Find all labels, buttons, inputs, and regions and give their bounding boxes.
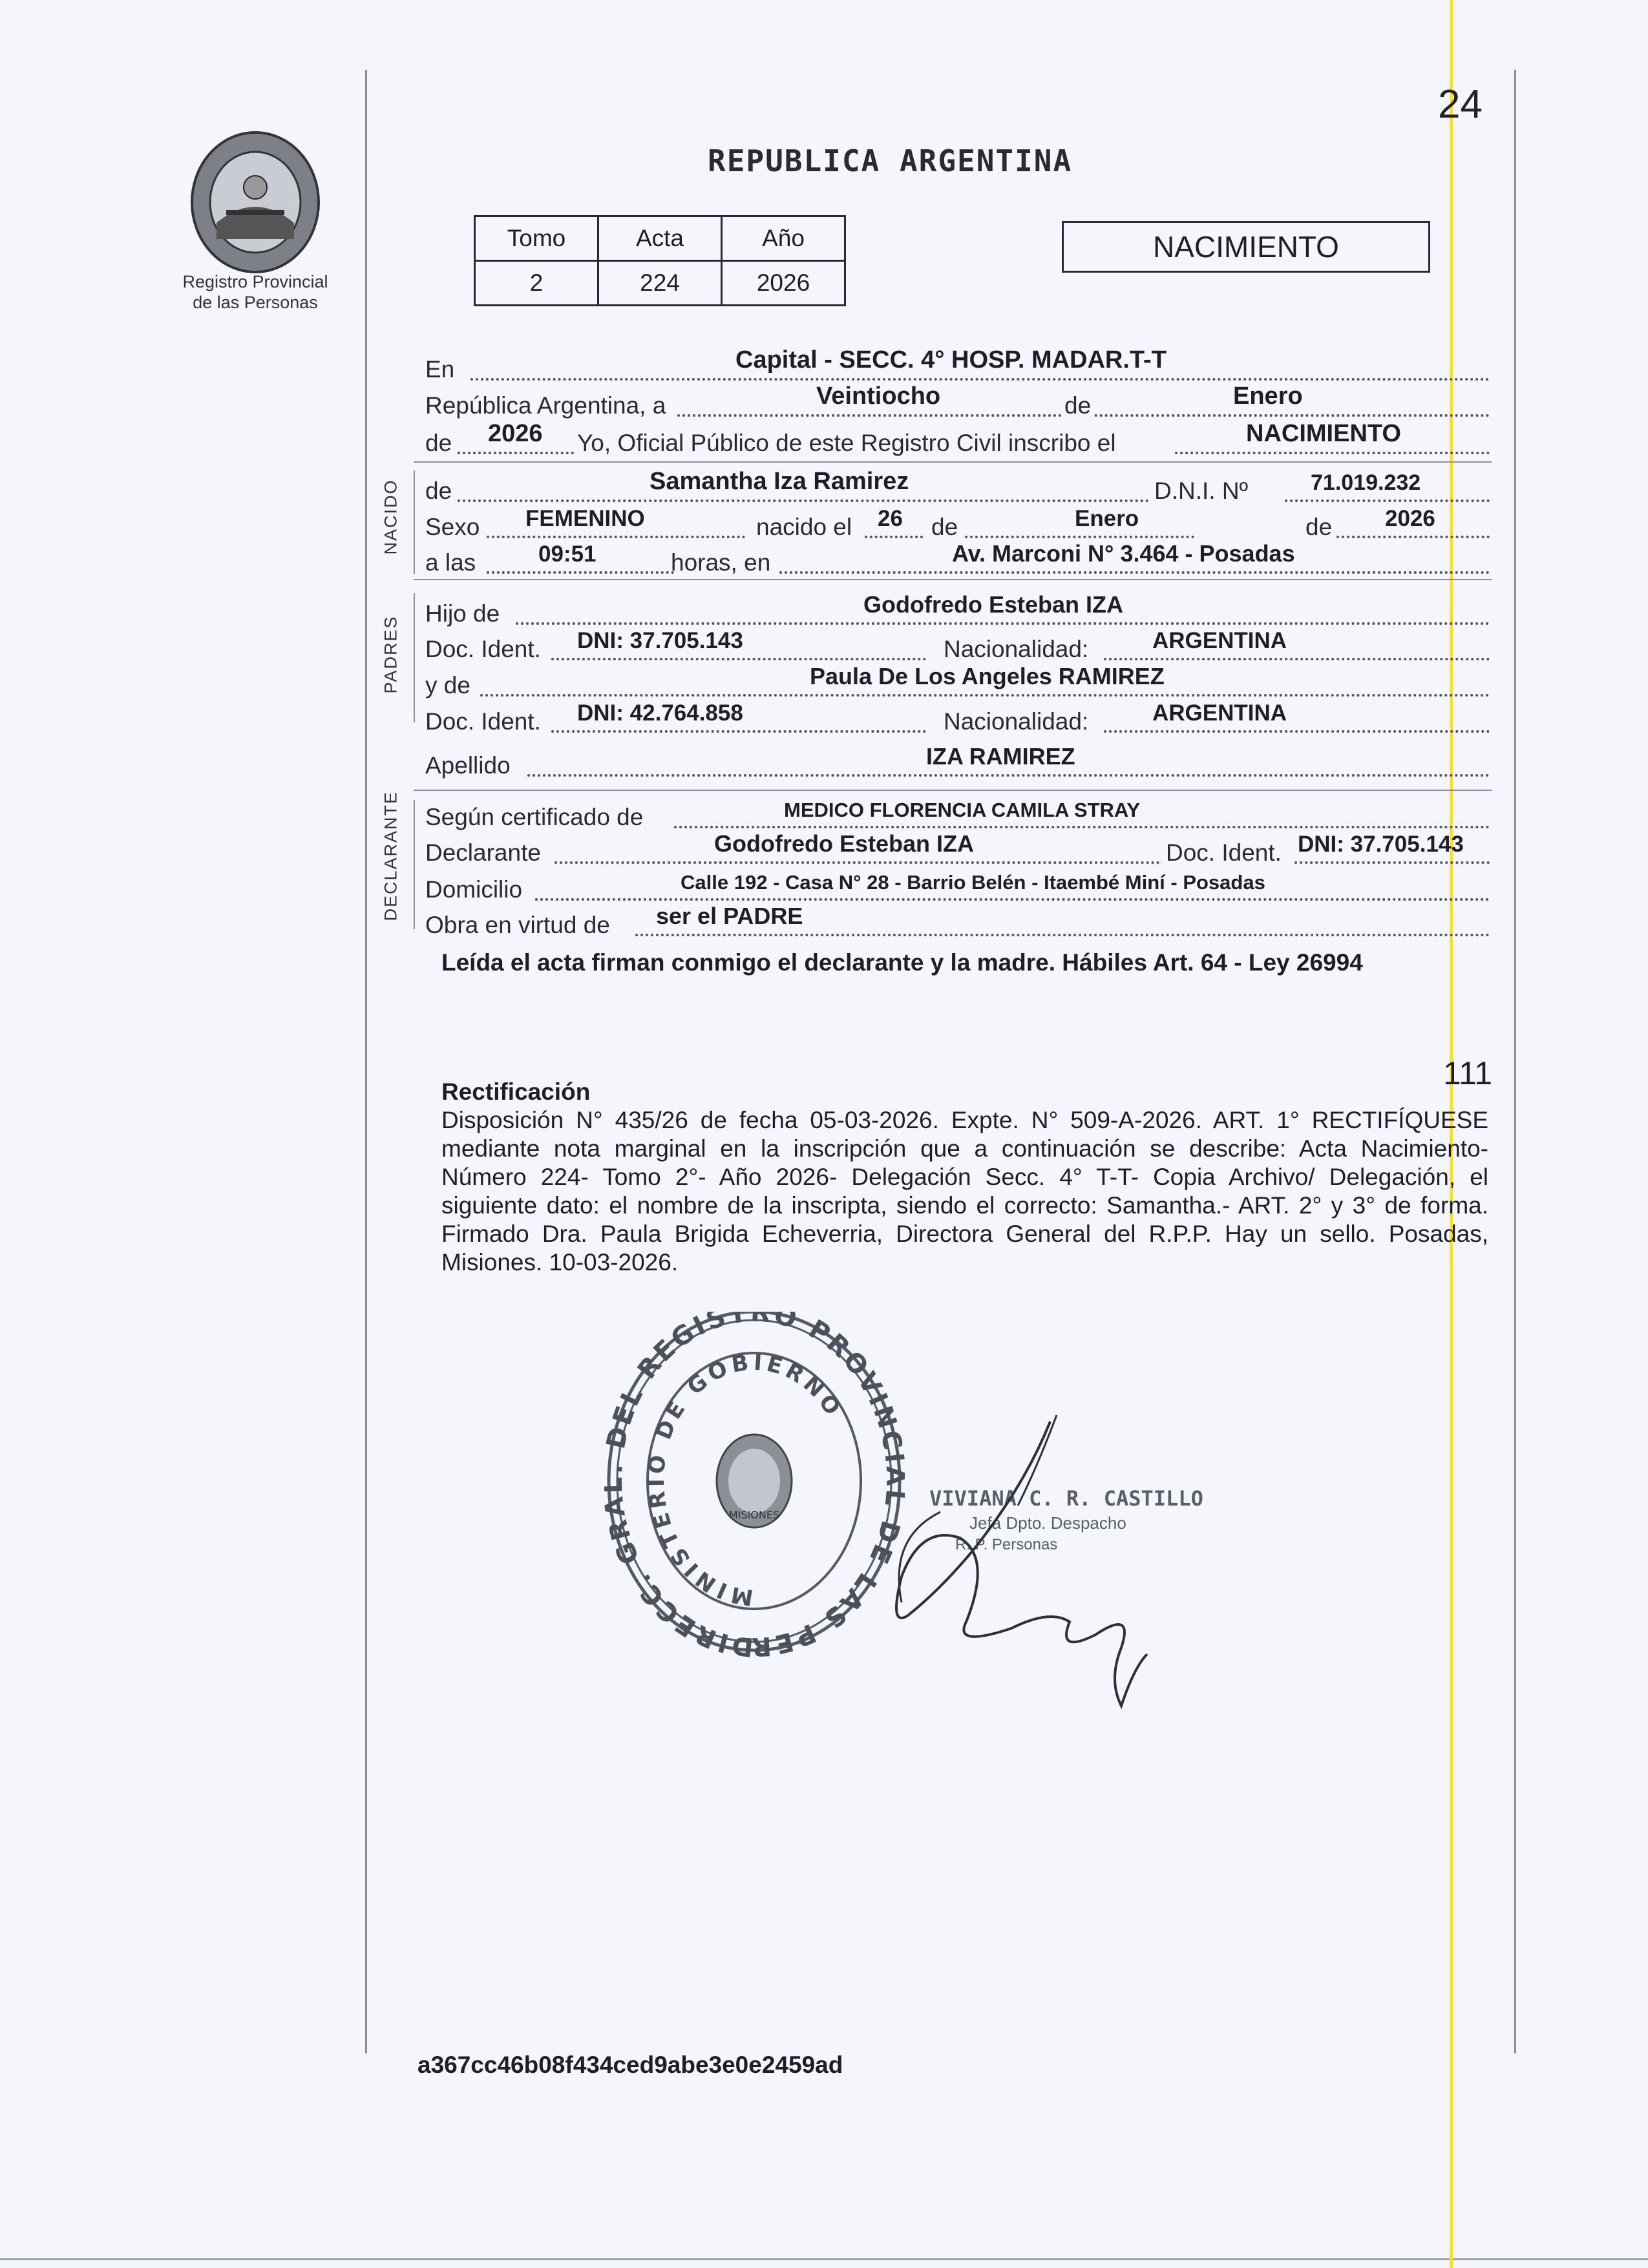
document-title: REPUBLICA ARGENTINA — [708, 143, 1073, 178]
left-margin-line — [365, 70, 367, 2053]
value-lugar-nacimiento: Av. Marconi N° 3.464 - Posadas — [952, 540, 1295, 567]
label-apellido: Apellido — [425, 752, 511, 779]
label-republica: República Argentina, a — [425, 392, 666, 419]
table-value-row — [475, 261, 845, 306]
record-type-box: NACIMIENTO — [1062, 221, 1430, 273]
value-madre-doc: DNI: 42.764.858 — [577, 700, 743, 726]
declarante-bracket — [414, 800, 415, 929]
handwritten-signature — [863, 1409, 1225, 1719]
dotted-line — [1104, 658, 1490, 660]
value-mes-inscripcion: Enero — [1233, 383, 1303, 410]
seal-center-text: MISIONES — [728, 1509, 780, 1521]
row-padre-doc — [425, 628, 1490, 664]
dotted-line — [470, 378, 1490, 381]
label-a-las: a las — [425, 549, 476, 576]
rectificacion-title: Rectificación — [441, 1078, 591, 1105]
value-dni-nacido: 71.019.232 — [1311, 470, 1421, 495]
label-anio-de: de — [425, 430, 452, 456]
label-de: de — [931, 514, 958, 540]
label-dni: D.N.I. Nº — [1154, 478, 1249, 504]
official-seal — [604, 1312, 905, 1661]
table-header-cell: Tomo — [475, 216, 598, 261]
table-value-cell: 2 — [475, 261, 598, 306]
province-logo — [187, 126, 323, 275]
value-mes-nacimiento: Enero — [1075, 506, 1139, 531]
label-nacido-el: nacido el — [756, 514, 852, 540]
logo-caption — [158, 271, 352, 313]
dotted-line — [458, 452, 574, 454]
dotted-line — [965, 536, 1194, 538]
dotted-line — [458, 499, 1149, 502]
rectificacion-body: Disposición N° 435/26 de fecha 05-03-2026. Expte. N° 509-A-2026. ART. 1° RECTIFÍQUESE mediante nota marginal en la inscripción que a continuación se describe: Acta Nacimiento- Número 224- Tomo 2°- Año 2026- Delegación Secc. 4° T-T- Copia Archivo/ Delegación, el siguiente dato: el nombre de la inscripta, siendo el correcto: Samantha.- ART. 2° y 3° de forma. Firmado Dra. Paula Brigida Echeverria, Directora General del R.P.P. Hay un sello. Posadas, Misiones. 10-03-2026. — [441, 1107, 1488, 1276]
row-republica — [425, 383, 1490, 421]
value-apellido: IZA RAMIREZ — [926, 743, 1075, 770]
dotted-line — [1175, 452, 1490, 454]
value-padre: Godofredo Esteban IZA — [863, 591, 1124, 618]
dotted-line — [1285, 499, 1490, 502]
table-value-cell: 2026 — [722, 261, 845, 306]
dotted-line — [551, 658, 926, 660]
row-declarante — [425, 830, 1490, 868]
value-dia-nacimiento: 26 — [878, 506, 903, 531]
dotted-line — [480, 694, 1490, 697]
label-nacionalidad: Nacionalidad: — [944, 636, 1089, 662]
right-margin-line — [1514, 70, 1516, 2053]
side-label-padres: PADRES — [381, 615, 401, 694]
page-number: 24 — [1438, 82, 1483, 127]
label-de: de — [1305, 514, 1333, 540]
row-nacido-sexo — [425, 506, 1490, 542]
separator-line — [414, 790, 1492, 791]
label-nacionalidad: Nacionalidad: — [944, 708, 1089, 735]
dotted-line — [1336, 536, 1490, 538]
stamp-name: VIVIANA C. R. CASTILLO — [929, 1486, 1203, 1511]
dotted-line — [865, 536, 923, 538]
value-padre-nacionalidad: ARGENTINA — [1152, 628, 1287, 653]
label-y-de: y de — [425, 672, 470, 698]
row-anio-oficial — [425, 420, 1490, 458]
stamp-role: Jefa Dpto. Despacho — [969, 1513, 1126, 1533]
value-sexo: FEMENINO — [525, 506, 645, 531]
label-sexo: Sexo — [425, 514, 480, 540]
value-lugar-inscripcion: Capital - SECC. 4° HOSP. MADAR.T-T — [735, 346, 1167, 373]
label-doc-ident: Doc. Ident. — [1162, 839, 1285, 866]
label-domicilio: Domicilio — [425, 876, 523, 903]
dotted-line — [487, 571, 674, 574]
stamp-office: R. P. Personas — [955, 1536, 1058, 1553]
dotted-line — [779, 571, 1490, 574]
side-label-nacido: NACIDO — [381, 479, 401, 555]
label-declarante: Declarante — [425, 839, 541, 866]
row-apellido — [425, 743, 1490, 781]
nacido-bracket — [414, 470, 415, 574]
label-segun-certificado: Según certificado de — [425, 804, 644, 830]
dotted-line — [527, 774, 1490, 777]
dotted-line — [516, 622, 1490, 625]
logo-caption-line2: de las Personas — [193, 293, 318, 312]
row-obra — [425, 903, 1490, 940]
value-declarante-doc: DNI: 37.705.143 — [1298, 832, 1464, 857]
value-dia-inscripcion: Veintiocho — [816, 383, 941, 410]
row-en — [425, 346, 1490, 384]
dotted-line — [551, 730, 926, 733]
value-declarante: Godofredo Esteban IZA — [714, 830, 975, 857]
rectificacion-number: 111 — [1443, 1055, 1493, 1091]
value-obra: ser el PADRE — [656, 903, 803, 929]
padres-bracket — [414, 593, 415, 722]
value-madre: Paula De Los Angeles RAMIREZ — [810, 663, 1165, 689]
row-domicilio — [425, 872, 1490, 905]
value-inscribo: NACIMIENTO — [1246, 420, 1401, 447]
label-de: de — [1062, 392, 1093, 419]
value-anio-nacimiento: 2026 — [1385, 506, 1435, 531]
row-nacido-hora — [425, 540, 1490, 578]
label-doc-ident: Doc. Ident. — [425, 636, 541, 662]
row-certificado — [425, 800, 1490, 832]
dotted-line — [635, 934, 1490, 936]
leida-text: Leída el acta firman conmigo el declarante y la madre. Hábiles Art. 64 - Ley 26994 — [441, 949, 1363, 976]
dotted-line — [1104, 730, 1490, 733]
side-label-declarante: DECLARANTE — [381, 790, 401, 921]
label-nacido-de: de — [425, 478, 452, 504]
label-doc-ident: Doc. Ident. — [425, 708, 541, 735]
row-madre-doc — [425, 700, 1490, 737]
dotted-line — [487, 536, 745, 538]
logo-caption-line1: Registro Provincial — [182, 272, 328, 291]
label-obra: Obra en virtud de — [425, 912, 610, 938]
row-nacido-nombre — [425, 468, 1490, 506]
dotted-line — [674, 826, 1490, 828]
seal-inner-text: MINISTERIO DE GOBIERNO — [643, 1349, 848, 1611]
row-padre — [425, 591, 1490, 629]
dotted-line — [535, 898, 1490, 901]
document-hash: a367cc46b08f434ced9abe3e0e2459ad — [417, 2052, 843, 2078]
seal-outer-text: DIRECC. GR DEL REGISTRO PROVINC DE LAS PER — [604, 1312, 905, 1661]
value-madre-nacionalidad: ARGENTINA — [1152, 700, 1287, 726]
table-value-cell: 224 — [598, 261, 722, 306]
dotted-line — [1294, 861, 1490, 864]
separator-line — [414, 579, 1492, 580]
value-padre-doc: DNI: 37.705.143 — [577, 628, 743, 653]
table-header-cell: Acta — [598, 216, 722, 261]
table-header-row — [475, 216, 845, 261]
row-madre — [425, 663, 1490, 700]
tomo-acta-anio-table — [474, 215, 846, 306]
label-horas-en: horas, en — [671, 549, 771, 576]
oficial-text: Yo, Oficial Público de este Registro Civil inscribo el — [577, 430, 1116, 456]
value-certificado: MEDICO FLORENCIA CAMILA STRAY — [784, 799, 1141, 821]
bottom-edge-line — [0, 2258, 1648, 2260]
label-en: En — [425, 356, 455, 383]
separator-line — [414, 461, 1492, 463]
table-header-cell: Año — [722, 216, 845, 261]
value-nombre-nacido: Samantha Iza Ramirez — [650, 468, 909, 495]
label-hijo-de: Hijo de — [425, 600, 500, 627]
value-hora: 09:51 — [538, 541, 597, 567]
value-domicilio: Calle 192 - Casa N° 28 - Barrio Belén - Itaembé Miní - Posadas — [681, 871, 1265, 894]
value-anio-inscripcion: 2026 — [488, 420, 543, 447]
